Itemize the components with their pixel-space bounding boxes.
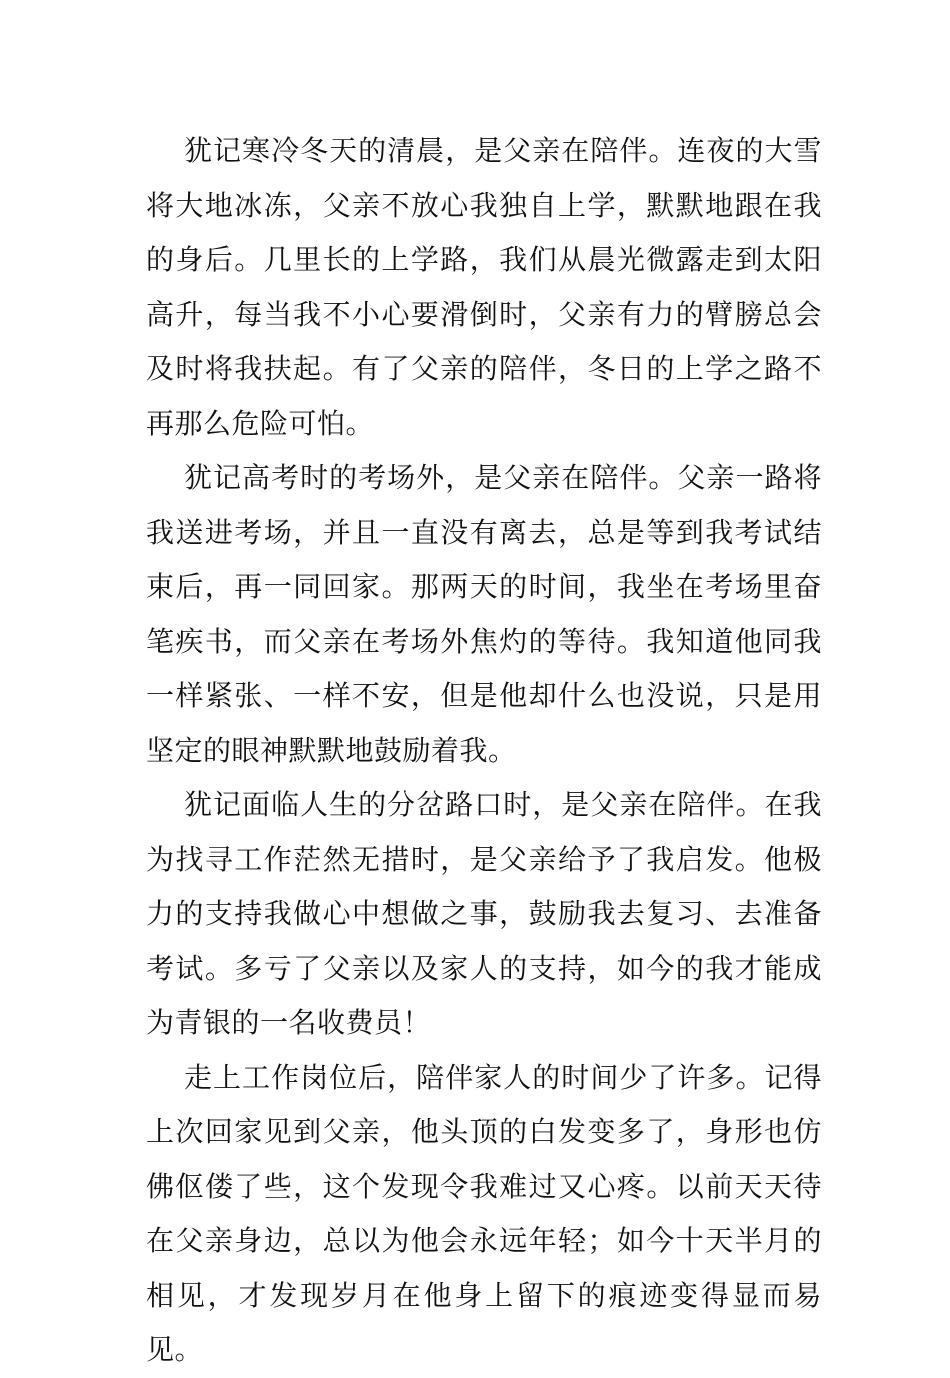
paragraph-1: 犹记寒冷冬天的清晨，是父亲在陪伴。连夜的大雪将大地冰冻，父亲不放心我独自上学，默默地跟在我的身后。几里长的上学路，我们从晨光微露走到太阳高升，每当我不小心要滑倒时，父亲有力的臂膀总会及时将我扶起。有了父亲的陪伴，冬日的上学之路不再那么危险可怕。 (146, 134, 822, 440)
paragraph-2: 犹记高考时的考场外，是父亲在陪伴。父亲一路将我送进考场，并且一直没有离去，总是等到我考试结束后，再一同回家。那两天的时间，我坐在考场里奋笔疾书，而父亲在考场外焦灼的等待。我知道他同我一样紧张、一样不安，但是他却什么也没说，只是用坚定的眼神默默地鼓励着我。 (146, 461, 822, 767)
document-body (146, 124, 822, 1378)
paragraph-4: 走上工作岗位后，陪伴家人的时间少了许多。记得上次回家见到父亲，他头顶的白发变多了，身形也仿佛伛偻了些，这个发现令我难过又心疼。以前天天待在父亲身边，总以为他会永远年轻；如今十天半月的相见，才发现岁月在他身上留下的痕迹变得显而易见。 (146, 1060, 822, 1366)
paragraph-3: 犹记面临人生的分岔路口时，是父亲在陪伴。在我为找寻工作茫然无措时，是父亲给予了我启发。他极力的支持我做心中想做之事，鼓励我去复习、去准备考试。多亏了父亲以及家人的支持，如今的我才能成为青银的一名收费员！ (146, 788, 822, 1039)
